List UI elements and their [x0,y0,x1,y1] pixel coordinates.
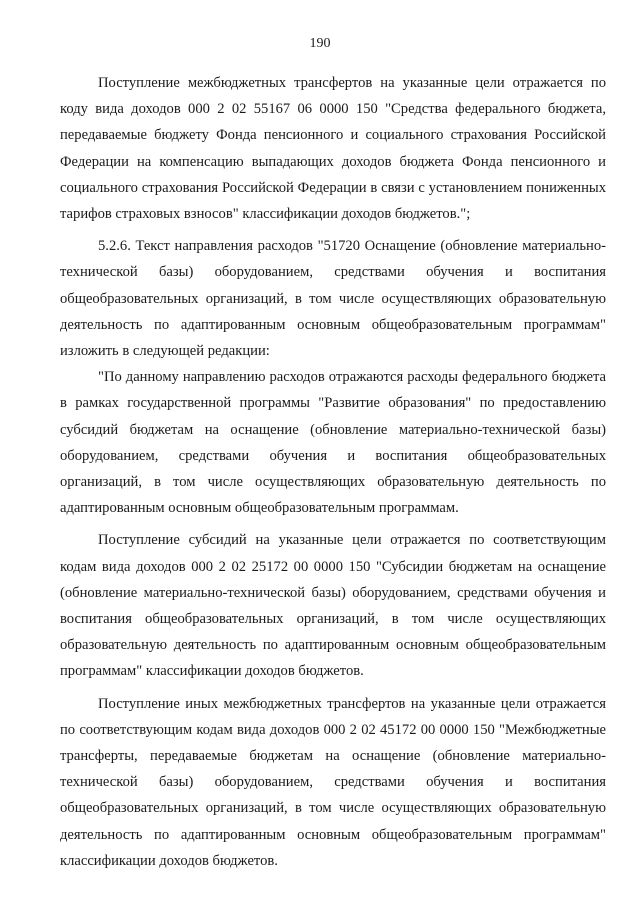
document-body [60,70,606,874]
paragraph-1: Поступление межбюджетных трансфертов на указанные цели отражается по коду вида доходов 000 2 02 55167 06 0000 150 "Средства федерального бюджета, передаваемые бюджету Фонда пенсионного и социального страхования Российской Федерации на компенсацию выпадающих доходов бюджета Фонда пенсионного и социального страхования Российской Федерации в связи с установлением пониженных тарифов страховых взносов" классификации доходов бюджетов."; [60,75,606,223]
paragraph-2: 5.2.6. Текст направления расходов "51720 Оснащение (обновление материально-технической базы) оборудованием, средствами обучения и воспитания общеобразовательных организаций, в том числе осуществляющих образовательную деятельность по адаптированным основным общеобразовательным программам" изложить в следующей редакции: [60,238,606,360]
paragraph-4: Поступление субсидий на указанные цели отражается по соответствующим кодам вида доходов 000 2 02 25172 00 0000 150 "Субсидии бюджетам на оснащение (обновление материально-технической базы) оборудованием, средствами обучения и воспитания общеобразовательных организаций, в том числе осуществляющих образовательную деятельность по адаптированным основным общеобразовательным программам" классификации доходов бюджетов. [60,532,606,680]
paragraph-5: Поступление иных межбюджетных трансфертов на указанные цели отражается по соответствующим кодам вида доходов 000 2 02 45172 00 0000 150 "Межбюджетные трансферты, передаваемые бюджетам на оснащение (обновление материально-технической базы) оборудованием, средствами обучения и воспитания общеобразовательных организаций, в том числе осуществляющих образовательную деятельность по адаптированным основным общеобразовательным программам" классификации доходов бюджетов. [60,695,606,869]
page-number: 190 [309,36,331,51]
paragraph-3: "По данному направлению расходов отражаются расходы федерального бюджета в рамках государственной программы "Развитие образования" по предоставлению субсидий бюджетам на оснащение (обновление материально-технической базы) оборудованием, средствами обучения и воспитания общеобразовательных организаций, в том числе осуществляющих образовательную деятельность по адаптированным основным общеобразовательным программам. [60,369,606,517]
